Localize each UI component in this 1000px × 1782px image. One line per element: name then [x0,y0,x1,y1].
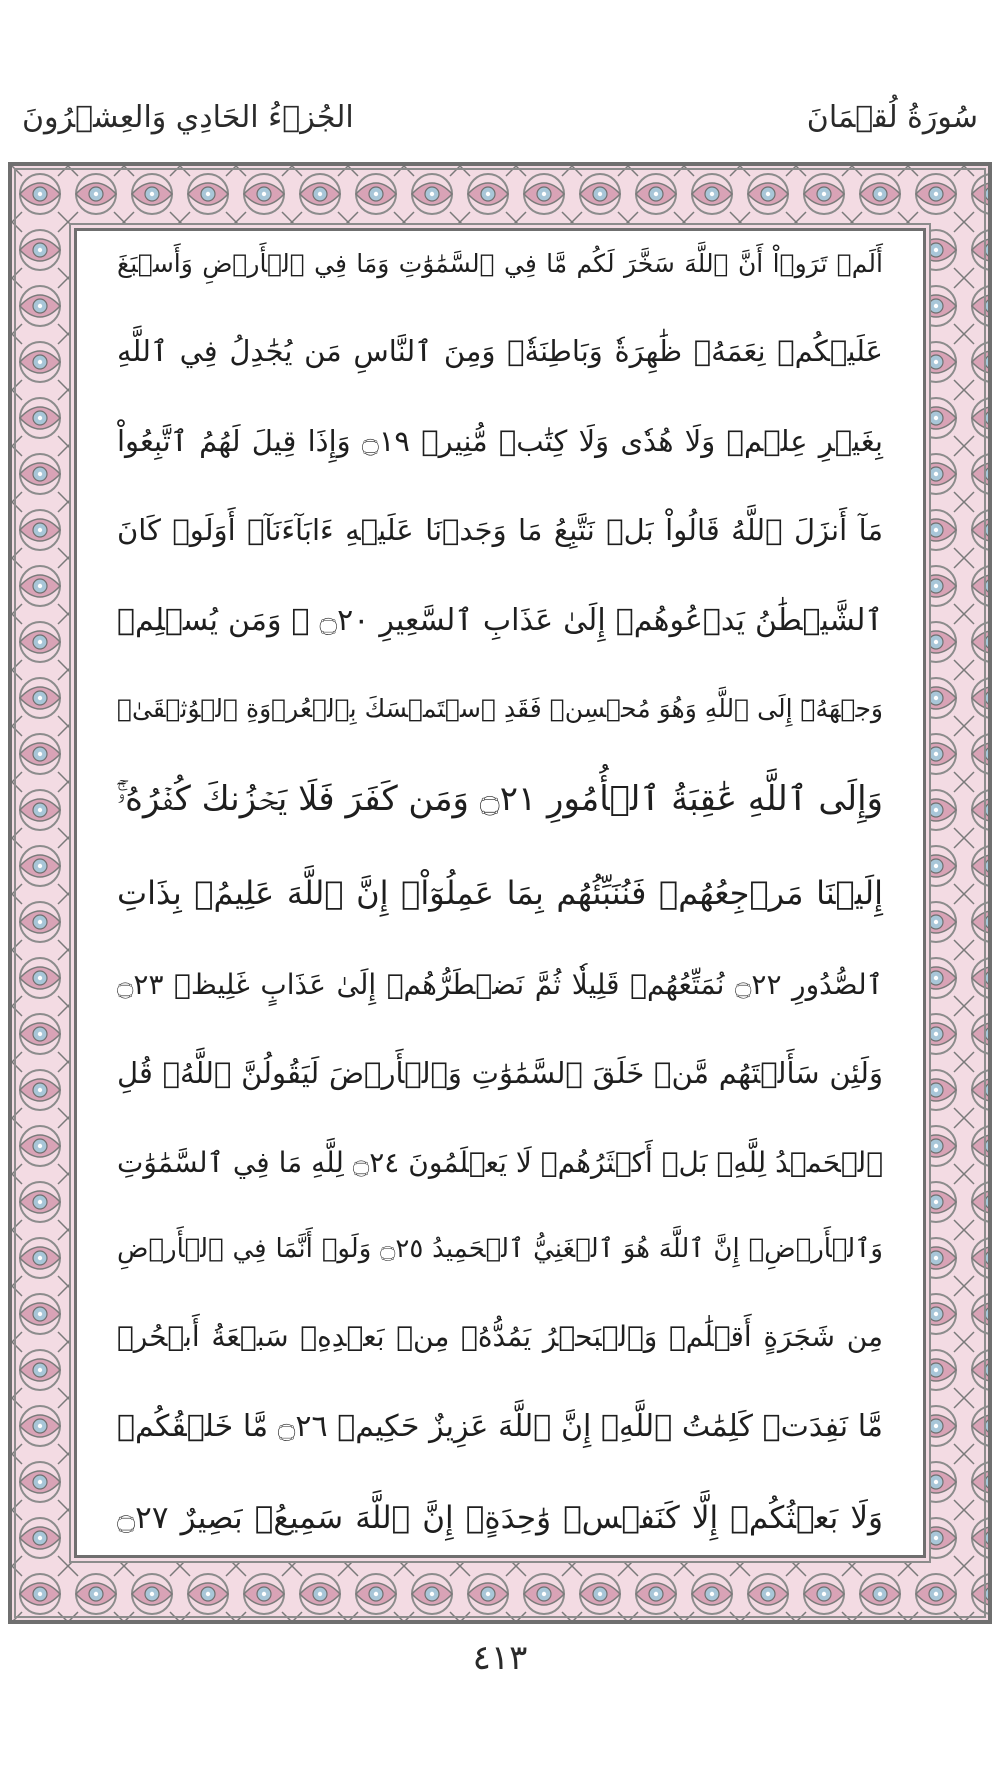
verse-line: وَٱلۡأَرۡضِۚ إِنَّ ٱللَّهَ هُوَ ٱلۡغَنِيُّ ٱلۡحَمِيدُ ۝٢٥ وَلَوۡ أَنَّمَا فِي ٱلۡأَرۡضِ [117,1234,883,1265]
verse-line: عَلَيۡكُمۡ نِعَمَهُۥ ظَٰهِرَةٗ وَبَاطِنَةٗۗ وَمِنَ ٱلنَّاسِ مَن يُجَٰدِلُ فِي ٱللَّهِ [117,333,883,368]
verse-block [117,249,883,1537]
verse-line: ٱلۡحَمۡدُ لِلَّهِۚ بَلۡ أَكۡثَرُهُمۡ لَا يَعۡلَمُونَ ۝٢٤ لِلَّهِ مَا فِي ٱلسَّمَٰوَٰتِ [117,1145,883,1179]
verse-line: وَجۡهَهُۥٓ إِلَى ٱللَّهِ وَهُوَ مُحۡسِنٞ فَقَدِ ٱسۡتَمۡسَكَ بِٱلۡعُرۡوَةِ ٱلۡوُثۡقَىٰۗ [117,693,883,723]
page-number: ٤١٣ [472,1638,528,1678]
verse-line: إِلَيۡنَا مَرۡجِعُهُمۡ فَنُنَبِّئُهُم بِمَا عَمِلُوٓاْۚ إِنَّ ٱللَّهَ عَلِيمُۢ بِذَاتِ [117,874,883,913]
ornamental-frame [8,162,992,1624]
verse-line: مَّا نَفِدَتۡ كَلِمَٰتُ ٱللَّهِۚ إِنَّ ٱللَّهَ عَزِيزٌ حَكِيمٞ ۝٢٦ مَّا خَلۡقُكُمۡ [117,1408,883,1444]
verse-line: بِغَيۡرِ عِلۡمٖ وَلَا هُدٗى وَلَا كِتَٰبٖ مُّنِيرٖ ۝١٩ وَإِذَا قِيلَ لَهُمُ ٱتَّبِعُواْ [117,423,883,458]
verse-line: ٱلشَّيۡطَٰنُ يَدۡعُوهُمۡ إِلَىٰ عَذَابِ ٱلسَّعِيرِ ۝٢٠ ۞ وَمَن يُسۡلِمۡ [117,602,883,638]
text-panel [74,228,926,1558]
verse-line: مِن شَجَرَةٍ أَقۡلَٰمٞ وَٱلۡبَحۡرُ يَمُدُّهُۥ مِنۢ بَعۡدِهِۦ سَبۡعَةُ أَبۡحُرٖ [117,1320,883,1354]
juz-name: الجُزۡءُ الحَادِي وَالعِشۡرُونَ [22,99,354,135]
verse-line: مَآ أَنزَلَ ٱللَّهُ قَالُواْ بَلۡ نَتَّبِعُ مَا وَجَدۡنَا عَلَيۡهِ ءَابَآءَنَآۚ أَوَلَوۡ كَانَ [117,513,883,548]
verse-line: أَلَمۡ تَرَوۡاْ أَنَّ ٱللَّهَ سَخَّرَ لَكُم مَّا فِي ٱلسَّمَٰوَٰتِ وَمَا فِي ٱلۡأَرۡضِ وَأَسۡبَغَ [117,249,883,278]
page-header [22,92,978,142]
verse-line: وَإِلَى ٱللَّهِ عَٰقِبَةُ ٱلۡأُمُورِ ۝٢١ وَمَن كَفَرَ فَلَا يَحۡزُنكَ كُفۡرُهُۥٓۚ [116,778,883,819]
verse-line: وَلَا بَعۡثُكُمۡ إِلَّا كَنَفۡسٖ وَٰحِدَةٍۚ إِنَّ ٱللَّهَ سَمِيعُۢ بَصِيرٌ ۝٢٧ [117,1499,883,1536]
verse-line: ٱلصُّدُورِ ۝٢٢ نُمَتِّعُهُمۡ قَلِيلٗا ثُمَّ نَضۡطَرُّهُمۡ إِلَىٰ عَذَابٍ غَلِيظٖ ۝٢٣ [117,967,884,1001]
verse-line: وَلَئِن سَأَلۡتَهُم مَّنۡ خَلَقَ ٱلسَّمَٰوَٰتِ وَٱلۡأَرۡضَ لَيَقُولُنَّ ٱللَّهُۚ قُلِ [117,1056,883,1091]
surah-name: سُورَةُ لُقۡمَانَ [806,99,978,135]
